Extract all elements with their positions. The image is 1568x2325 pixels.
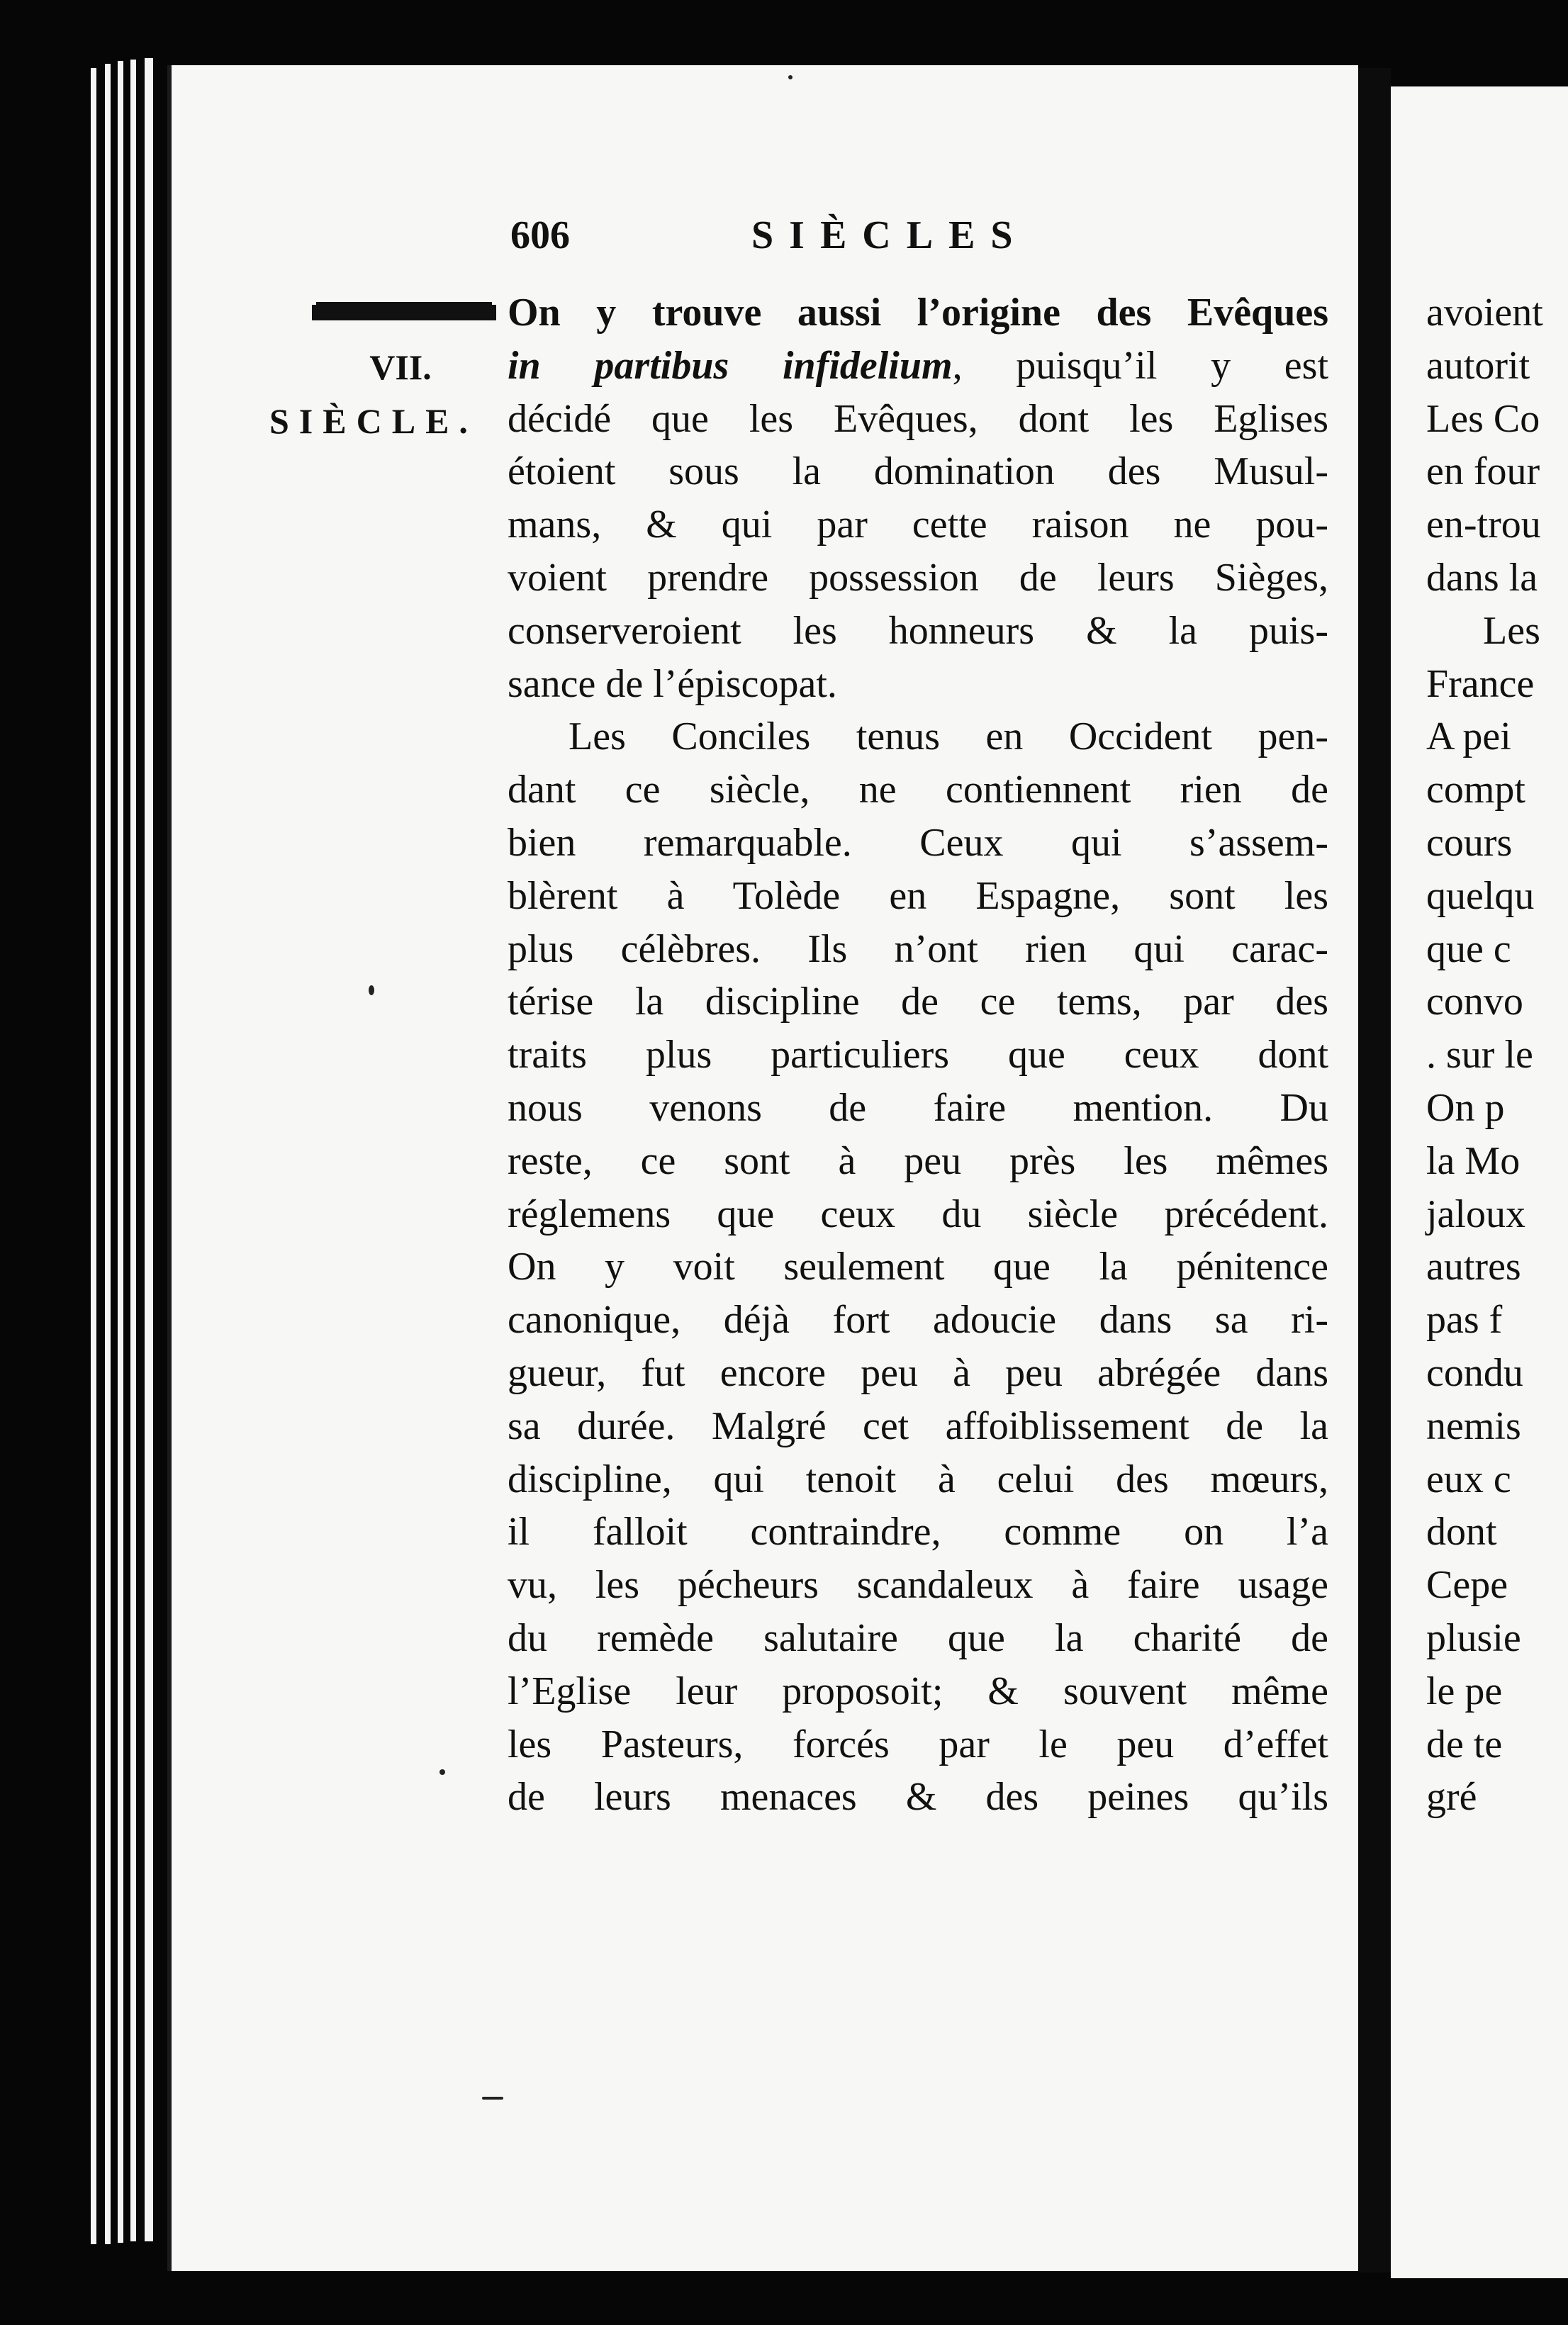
facing-line: cours xyxy=(1426,820,1513,865)
text-line: reste, ce sont à peu près les mêmes xyxy=(508,1138,1328,1183)
page-number: 606 xyxy=(510,213,570,257)
book-gutter xyxy=(1358,68,1391,2273)
latin-phrase: in partibus infidelium xyxy=(508,343,953,388)
facing-line: dans la xyxy=(1426,555,1538,600)
margin-century-label: SIÈCLE. xyxy=(269,401,478,441)
paper-speck xyxy=(788,75,793,79)
text-line: nous venons de faire mention. Du xyxy=(508,1085,1328,1130)
facing-line: condu xyxy=(1426,1350,1523,1395)
facing-line: convo xyxy=(1426,980,1523,1024)
facing-line: eux c xyxy=(1426,1457,1511,1501)
text-line: traits plus particuliers que ceux dont xyxy=(508,1033,1328,1077)
body-text xyxy=(508,286,1328,1824)
facing-line: Les Co xyxy=(1426,396,1540,441)
facing-line: en four xyxy=(1426,449,1540,494)
margin-note xyxy=(269,340,517,448)
facing-line: . sur le xyxy=(1426,1033,1533,1077)
margin-century-numeral: VII. xyxy=(369,347,432,387)
text-line: conserveroient les honneurs & la puis- xyxy=(508,608,1328,653)
facing-line: pas f xyxy=(1426,1298,1503,1343)
running-head xyxy=(510,213,1148,262)
text-line: mans, & qui par cette raison ne pou- xyxy=(508,503,1328,547)
text-line: bien remarquable. Ceux qui s’assem- xyxy=(508,820,1328,865)
facing-line: gré xyxy=(1426,1775,1477,1820)
facing-line: France xyxy=(1426,661,1535,706)
facing-line: plusie xyxy=(1426,1615,1521,1660)
text-line: voient prendre possession de leurs Sièges, xyxy=(508,555,1328,600)
facing-line: le pe xyxy=(1426,1669,1503,1713)
facing-line: nemis xyxy=(1426,1404,1521,1448)
facing-line: On p xyxy=(1426,1085,1505,1130)
margin-rule xyxy=(312,305,496,320)
facing-line: quelqu xyxy=(1426,873,1535,918)
text-line: On y trouve aussi l’origine des Evêques xyxy=(508,291,1328,335)
facing-line: en-trou xyxy=(1426,503,1541,547)
text-line: blèrent à Tolède en Espagne, sont les xyxy=(508,873,1328,918)
text-line: térise la discipline de ce tems, par des xyxy=(508,980,1328,1024)
text-line: réglemens que ceux du siècle précédent. xyxy=(508,1192,1328,1236)
text-line: sance de l’épiscopat. xyxy=(508,661,837,706)
page-edge xyxy=(145,58,153,2241)
page-edge xyxy=(130,60,136,2241)
page-edge xyxy=(118,61,123,2243)
text-line: du remède salutaire que la charité de xyxy=(508,1615,1328,1660)
text-line xyxy=(508,340,1328,393)
text-line: sa durée. Malgré cet affoiblissement de la xyxy=(508,1404,1328,1448)
facing-line: la Mo xyxy=(1426,1138,1521,1183)
paper-speck xyxy=(439,1769,445,1775)
text-line: décidé que les Evêques, dont les Eglises xyxy=(508,396,1328,441)
facing-line: dont xyxy=(1426,1510,1497,1554)
facing-line: jaloux xyxy=(1426,1192,1525,1236)
text-line: étoient sous la domination des Musul- xyxy=(508,449,1328,494)
facing-line: que c xyxy=(1426,926,1511,971)
facing-line: autorit xyxy=(1426,343,1530,388)
page-edge xyxy=(91,68,96,2244)
text-line: dant ce siècle, ne contiennent rien de xyxy=(508,768,1328,812)
text-line: discipline, qui tenoit à celui des mœurs, xyxy=(508,1457,1328,1501)
page-edge xyxy=(105,64,111,2244)
text-line: canonique, déjà fort adoucie dans sa ri- xyxy=(508,1298,1328,1343)
paper-speck xyxy=(369,985,374,995)
facing-line: Les xyxy=(1483,608,1540,653)
facing-line: de te xyxy=(1426,1722,1503,1766)
running-title: SIÈCLES xyxy=(751,213,1029,257)
text-line: vu, les pécheurs scandaleux à faire usage xyxy=(508,1563,1328,1608)
facing-line: A pei xyxy=(1426,715,1511,759)
text-line-rest: , puisqu’il y est xyxy=(952,343,1329,388)
facing-line: autres xyxy=(1426,1245,1521,1289)
facing-line: avoient xyxy=(1426,291,1543,335)
text-line: gueur, fut encore peu à peu abrégée dans xyxy=(508,1350,1328,1395)
text-line: les Pasteurs, forcés par le peu d’effet xyxy=(508,1722,1328,1766)
text-line: de leurs menaces & des peines qu’ils xyxy=(508,1775,1328,1820)
text-line: Les Conciles tenus en Occident pen- xyxy=(569,715,1328,759)
facing-line: compt xyxy=(1426,768,1525,812)
text-line: il falloit contraindre, comme on l’a xyxy=(508,1510,1328,1554)
text-line: On y voit seulement que la pénitence xyxy=(508,1245,1328,1289)
paper-speck xyxy=(482,2097,503,2100)
text-line: l’Eglise leur proposoit; & souvent même xyxy=(508,1669,1328,1713)
facing-line: Cepe xyxy=(1426,1563,1508,1608)
text-line: plus célèbres. Ils n’ont rien qui carac- xyxy=(508,926,1328,971)
facing-page-text xyxy=(1426,286,1568,1824)
